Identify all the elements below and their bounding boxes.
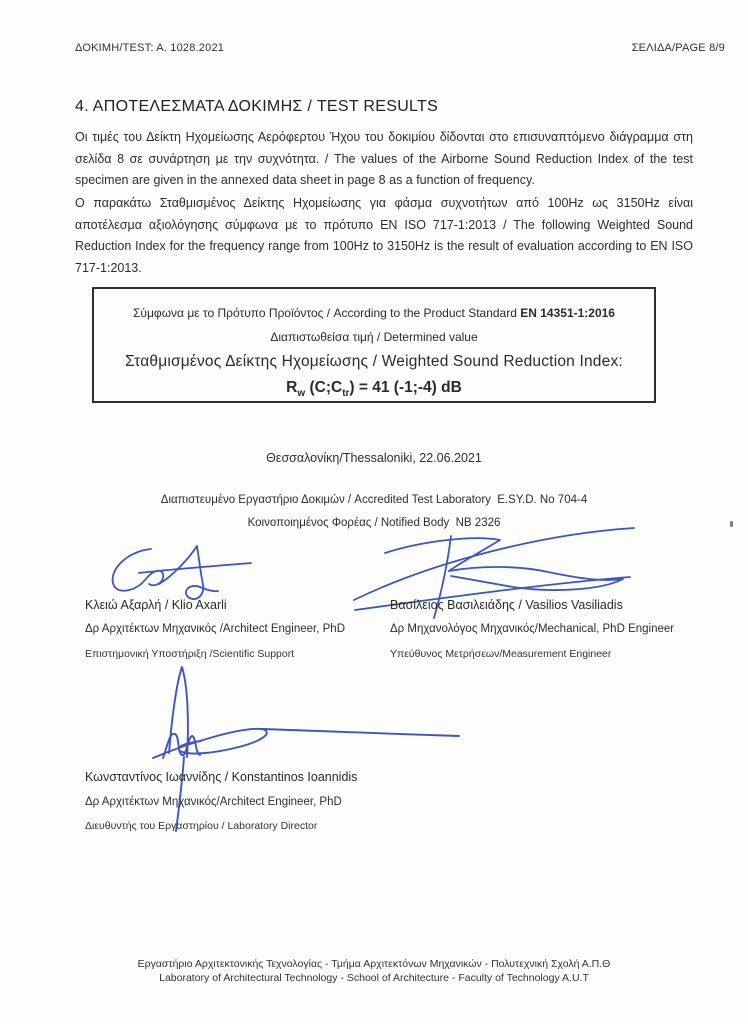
result-box: [92, 287, 656, 403]
formula-args-subscript: tr: [342, 388, 350, 400]
accredited-lab-line: Διαπιστευμένο Εργαστήριο Δοκιμών / Accredited Test Laboratory E.SY.D. No 704-4: [160, 494, 588, 506]
signer-role: Διευθυντής του Εργαστηρίου / Laboratory Director: [85, 820, 318, 832]
footer-institution-english: Laboratory of Architectural Technology - School of Architecture - Faculty of Technology A.U.T: [159, 972, 589, 984]
signer-title: Δρ Μηχανολόγος Μηχανικός/Mechanical, PhD Engineer: [390, 623, 675, 635]
product-standard-code: EN 14351-1:2016: [520, 306, 615, 320]
result-formula: [94, 379, 654, 399]
place-date-line: Θεσσαλονίκη/Thessaloniki, 22.06.2021: [266, 451, 482, 465]
scan-artifact-dot: [730, 521, 733, 527]
formula-symbol-subscript: w: [297, 388, 306, 400]
signature-ink: [113, 546, 251, 599]
signer-role: Επιστημονική Υποστήριξη /Scientific Support: [85, 648, 295, 660]
product-standard-line: [94, 306, 654, 320]
product-standard-text: Σύμφωνα με το Πρότυπο Προϊόντος / According to the Product Standard: [133, 306, 521, 320]
signer-role: Υπεύθυνος Μετρήσεων/Measurement Engineer: [390, 648, 612, 660]
signer-name: Κωνσταντίνος Ιωαννίδης / Konstantinos Ioannidis: [85, 770, 358, 784]
determined-value-line: Διαπιστωθείσα τιμή / Determined value: [270, 330, 478, 344]
signer-name: Κλειώ Αξαρλή / Klio Axarli: [85, 598, 227, 612]
header-test-reference: ΔΟΚΙΜΗ/TEST: A. 1028.2021: [75, 42, 225, 54]
header-page-number: ΣΕΛΙΔΑ/PAGE 8/9: [631, 42, 725, 54]
paragraph-airborne-sound: Οι τιμές του Δείκτη Ηχομείωσης Αερόφερτου Ήχου του δοκιμίου δίδονται στο επισυναπτόμενο διάγραμμα στη σελίδα 8 σε συνάρτηση με την συχνότητα. / The values of the Airborne Sound Reduction Index of the test specimen are given in the annexed data sheet in page 8 as a function of frequency.: [75, 130, 693, 187]
section-title: 4. ΑΠΟΤΕΛΕΣΜΑΤΑ ΔΟΚΙΜΗΣ / TEST RESULTS: [75, 98, 439, 115]
signer-name: Βασίλειος Βασιλειάδης / Vasilios Vasiliadis: [390, 598, 623, 612]
footer-institution-greek: Εργαστήριο Αρχιτεκτονικής Τεχνολογίας - Τμήμα Αρχιτεκτόνων Μηχανικών - Πολυτεχνική Σχολή Α.Π.Θ: [137, 958, 611, 970]
paragraph-weighted-index: Ο παρακάτω Σταθμισμένος Δείκτης Ηχομείωσης για φάσμα συχνοτήτων από 100Hz ως 3150Hz είναι αποτέλεσμα αξιολόγησης σύμφωνα με το πρότυπο EN ISO 717-1:2013 / The following Weighted Sound Reduction Index for the frequency range from 100Hz to 3150Hz is the result of evaluation according to EN ISO 717-1:2013.: [75, 196, 693, 275]
signer-title: Δρ Αρχιτέκτων Μηχανικός/Architect Engineer, PhD: [85, 796, 342, 808]
weighted-index-title: Σταθμισμένος Δείκτης Ηχομείωσης / Weighted Sound Reduction Index:: [125, 353, 623, 370]
formula-value: ) = 41 (-1;-4) dB: [349, 379, 462, 396]
signature-klio-axarli: [95, 535, 255, 607]
formula-args: (C;C: [305, 379, 343, 396]
formula-symbol: R: [286, 379, 298, 396]
notified-body-line: Κοινοποιημένος Φορέας / Notified Body NB 2326: [247, 517, 501, 529]
signer-title: Δρ Αρχιτέκτων Μηχανικός /Architect Engineer, PhD: [85, 623, 345, 635]
